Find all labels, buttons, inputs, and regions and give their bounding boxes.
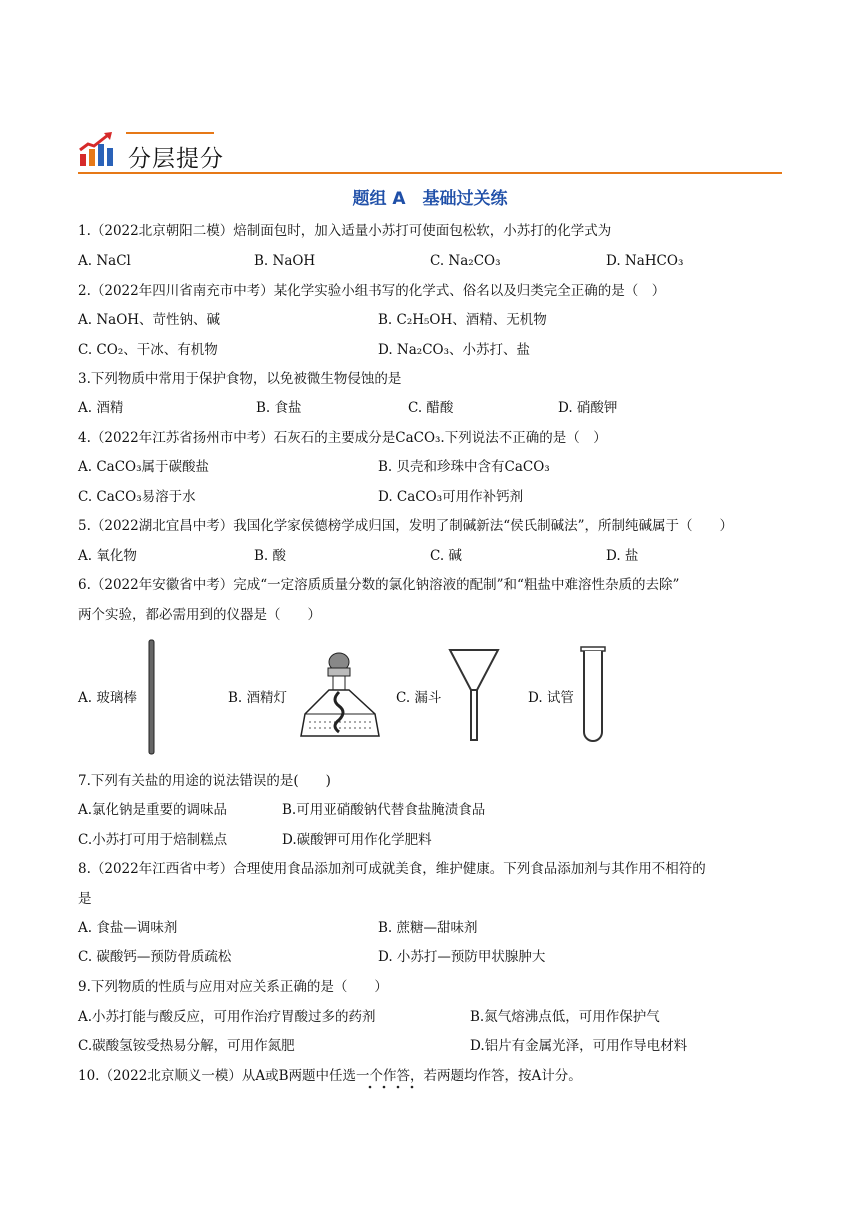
- question-1-option-d: D. NaHCO₃: [606, 253, 684, 269]
- question-8-option-c: C. 碳酸钙—预防骨质疏松: [78, 949, 232, 965]
- question-3-option-d: D. 硝酸钾: [558, 400, 618, 416]
- question-4-option-d: D. CaCO₃可用作补钙剂: [378, 489, 524, 505]
- question-7-option-d: D.碳酸钾可用作化学肥料: [282, 832, 432, 848]
- group-title: 题组 A 基础过关练: [352, 189, 508, 209]
- question-7-stem: 7.下列有关盐的用途的说法错误的是( ): [78, 773, 331, 789]
- question-3-option-b: B. 食盐: [256, 400, 302, 416]
- question-5-option-d: D. 盐: [606, 548, 639, 564]
- question-2-option-d: D. Na₂CO₃、小苏打、盐: [378, 342, 531, 358]
- question-5-option-a: A. 氧化物: [78, 548, 137, 564]
- test-tube-icon: [580, 646, 606, 746]
- question-8-option-a: A. 食盐—调味剂: [78, 920, 178, 936]
- question-1-option-b: B. NaOH: [254, 253, 316, 269]
- question-1-option-c: C. Na₂CO₃: [430, 253, 501, 269]
- question-1-stem: 1.（2022北京朝阳二模）焙制面包时，加入适量小苏打可使面包松软，小苏打的化学式为: [78, 223, 612, 239]
- section-header: [78, 128, 782, 176]
- question-2-option-c: C. CO₂、干冰、有机物: [78, 342, 218, 358]
- question-8-stem: 8.（2022年江西省中考）合理使用食品添加剂可成就美食，维护健康。下列食品添加剂与其作用不相符的: [78, 861, 706, 877]
- question-3-stem: 3.下列物质中常用于保护食物，以免被微生物侵蚀的是: [78, 371, 402, 387]
- question-7-option-a: A.氯化钠是重要的调味品: [78, 802, 228, 818]
- question-8-option-b: B. 蔗糖—甜味剂: [378, 920, 478, 936]
- question-3-option-c: C. 醋酸: [408, 400, 454, 416]
- question-1-option-a: A. NaCl: [78, 253, 131, 269]
- question-6-option-d: D. 试管: [528, 690, 574, 706]
- bar-chart-arrow-icon: [78, 132, 118, 168]
- emphasis-dots: [364, 1084, 424, 1090]
- question-7-option-c: C.小苏打可用于焙制糕点: [78, 832, 228, 848]
- header-divider: [78, 172, 782, 174]
- question-6-stem-continued: 两个实验，都必需用到的仪器是（ ）: [78, 607, 321, 623]
- question-9-option-a: A.小苏打能与酸反应，可用作治疗胃酸过多的药剂: [78, 1009, 376, 1025]
- question-5-option-c: C. 碱: [430, 548, 462, 564]
- title-accent-line: [126, 132, 214, 134]
- question-4-option-b: B. 贝壳和珍珠中含有CaCO₃: [378, 459, 550, 475]
- question-6-option-b: B. 酒精灯: [228, 690, 288, 706]
- question-2-option-b: B. C₂H₅OH、酒精、无机物: [378, 312, 547, 328]
- question-8-stem-continued: 是: [78, 891, 92, 907]
- funnel-icon: [448, 648, 500, 742]
- question-9-stem: 9.下列物质的性质与应用对应关系正确的是（ ）: [78, 979, 388, 995]
- question-6-stem: 6.（2022年安徽省中考）完成“一定溶质质量分数的氯化钠溶液的配制”和“粗盐中难溶性杂质的去除”: [78, 577, 680, 593]
- question-9-option-d: D.铝片有金属光泽，可用作导电材料: [470, 1038, 688, 1054]
- question-2-option-a: A. NaOH、苛性钠、碱: [78, 312, 221, 328]
- question-4-stem: 4.（2022年江苏省扬州市中考）石灰石的主要成分是CaCO₃.下列说法不正确的是（ ）: [78, 430, 607, 446]
- question-6-option-a: A. 玻璃棒: [78, 690, 137, 706]
- alcohol-lamp-icon: [295, 652, 385, 740]
- section-title: 分层提分: [128, 146, 224, 172]
- question-9-option-b: B.氮气熔沸点低，可用作保护气: [470, 1009, 660, 1025]
- question-4-option-c: C. CaCO₃易溶于水: [78, 489, 196, 505]
- question-5-stem: 5.（2022湖北宜昌中考）我国化学家侯德榜学成归国，发明了制碱新法“侯氏制碱法”，所制纯碱属于（ ）: [78, 518, 734, 534]
- question-5-option-b: B. 酸: [254, 548, 287, 564]
- question-4-option-a: A. CaCO₃属于碳酸盐: [78, 459, 210, 475]
- question-9-option-c: C.碳酸氢铵受热易分解，可用作氮肥: [78, 1038, 295, 1054]
- glass-rod-icon: [146, 638, 158, 756]
- question-10-stem: 10.（2022北京顺义一模）从A或B两题中任选一个作答，若两题均作答，按A计分。: [78, 1068, 582, 1084]
- question-7-option-b: B.可用亚硝酸钠代替食盐腌渍食品: [282, 802, 486, 818]
- question-3-option-a: A. 酒精: [78, 400, 124, 416]
- question-2-stem: 2.（2022年四川省南充市中考）某化学实验小组书写的化学式、俗名以及归类完全正确的是（ ）: [78, 283, 666, 299]
- question-6-option-c: C. 漏斗: [396, 690, 442, 706]
- question-8-option-d: D. 小苏打—预防甲状腺肿大: [378, 949, 546, 965]
